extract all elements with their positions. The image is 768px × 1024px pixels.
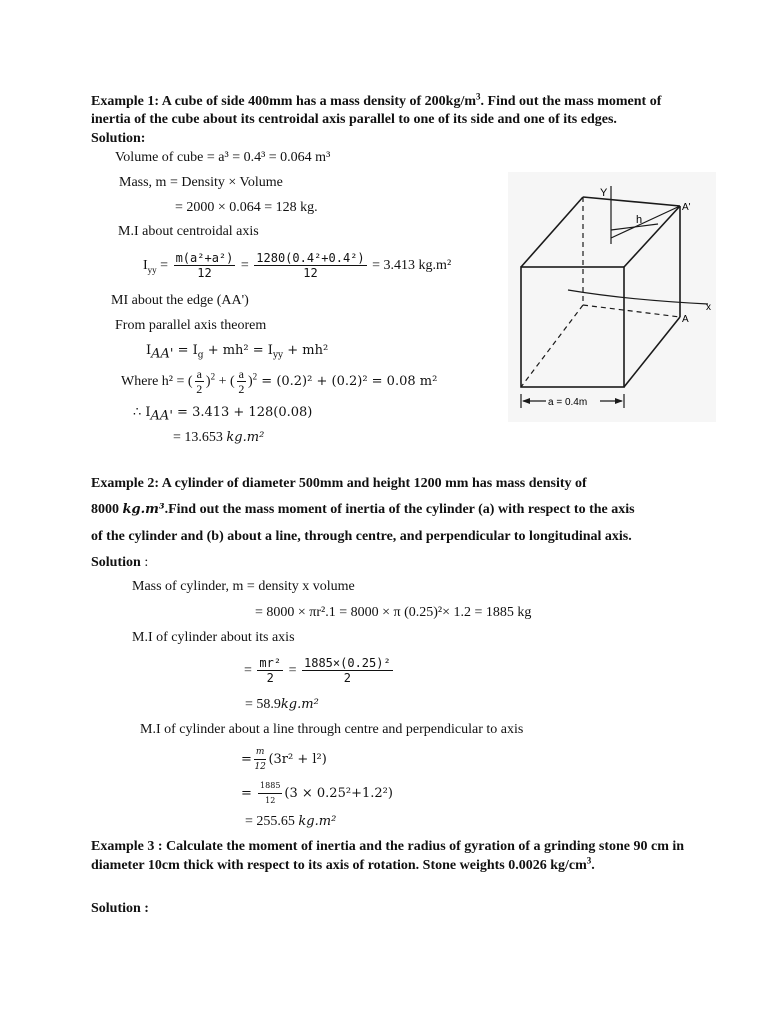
label-y: Y [600,187,608,199]
example2-heading-line1: Example 2: A cylinder of diameter 500mm and height 1200 mm has mass density of [91,476,587,491]
example2-mi-perpendicular: M.I of cylinder about a line through centre and perpendicular to axis [140,722,524,737]
example1-volume: Volume of cube = a³ = 0.4³ = 0.064 m³ [115,150,331,165]
cube-diagram [508,172,716,422]
label-a: A [682,314,689,325]
example2-heading-line3: of the cylinder and (b) about a line, through centre, and perpendicular to longitudinal axis. [91,529,632,544]
iyy-fraction-1: $\frac{\text{m(a²+a²)}}{12}$ [175,251,234,281]
iyy-fraction-2: $\frac{\text{1280(0.4²+0.4²)}}{12}$ [256,251,365,281]
example1-heading-line2: inertia of the cube about its centroidal axis parallel to one of its side and one of its edges. [91,112,617,127]
example1-solution-label: Solution: [91,131,146,146]
example1-mass: Mass, m = Density × Volume [119,175,283,190]
example2-result-b: = 255.65 kg.m² [245,814,337,829]
example1-therefore: ∴ $I_{AA'} = 3.413 + 128(0.08)$ [133,405,313,424]
example2-mass-value: = 8000 × πr².1 = 8000 × π (0.25)²× 1.2 = 1885 kg [255,605,532,620]
example2-mi-axis: M.I of cylinder about its axis [132,630,295,645]
example1-parallel-axis: From parallel axis theorem [115,318,267,333]
example1-mi-edge: MI about the edge (AA') [111,293,249,308]
example1-parallel-axis-equation: $I_{AA'} = I_g + mh^2 = I_{yy} + mh^2$ [146,343,329,362]
dimension-label: a = 0.4m [548,397,588,408]
example1-heading-line1: Example 1: A cube of side 400mm has a mass density of $200kg/m^3$. Find out the mass moment of [91,91,662,109]
label-h: h [636,214,643,226]
example1-h-squared: Where h² = ( $\frac{a}{2}$ )$^2$ + ( $\frac{a}{2}$ )$^2$ = (0.2)² + (0.2)² = 0.08 m² [121,367,438,397]
example2-perp-formula: = $\frac{m}{12}$ (3r² + l²) [241,747,327,772]
example2-perp-substitution: = $\frac{1885}{12}$ (3 × 0.25²+1.2²) [241,781,393,805]
label-a-prime: A' [682,202,691,213]
example1-mass-value: = 2000 × 0.064 = 128 kg. [175,200,318,215]
example1-final-result: = 13.653 kg.m² [173,430,265,445]
example1-mi-centroid: M.I about centroidal axis [118,224,259,239]
example2-mass: Mass of cylinder, m = density x volume [132,579,355,594]
example2-result-a: = 58.9kg.m² [245,697,319,712]
example3-heading-line1: Example 3 : Calculate the moment of inertia and the radius of gyration of a grinding stone 90 cm in [91,839,685,854]
example2-solution-label: Solution : [91,555,149,570]
example1-iyy-equation: $I_{yy}$ = $\frac{\text{m(a²+a²)}}{12}$ = $\frac{\text{1280(0.4²+0.4²)}}{12}$ = 3.413 kg.m² [143,251,452,281]
example3-solution-label: Solution : [91,901,149,916]
example2-heading-line2: 8000 kg.m³.Find out the mass moment of inertia of the cylinder (a) with respect to the axis [91,502,635,517]
label-x: x [706,302,711,313]
example3-heading-line2: diameter 10cm thick with respect to its axis of rotation. Stone weights 0.0026 $kg/cm^3$. [91,855,595,873]
example2-mi-axis-equation: = $\frac{\text{mr²}}{2}$ = $\frac{\text{1885×(0.25)²}}{2}$ [244,656,391,686]
